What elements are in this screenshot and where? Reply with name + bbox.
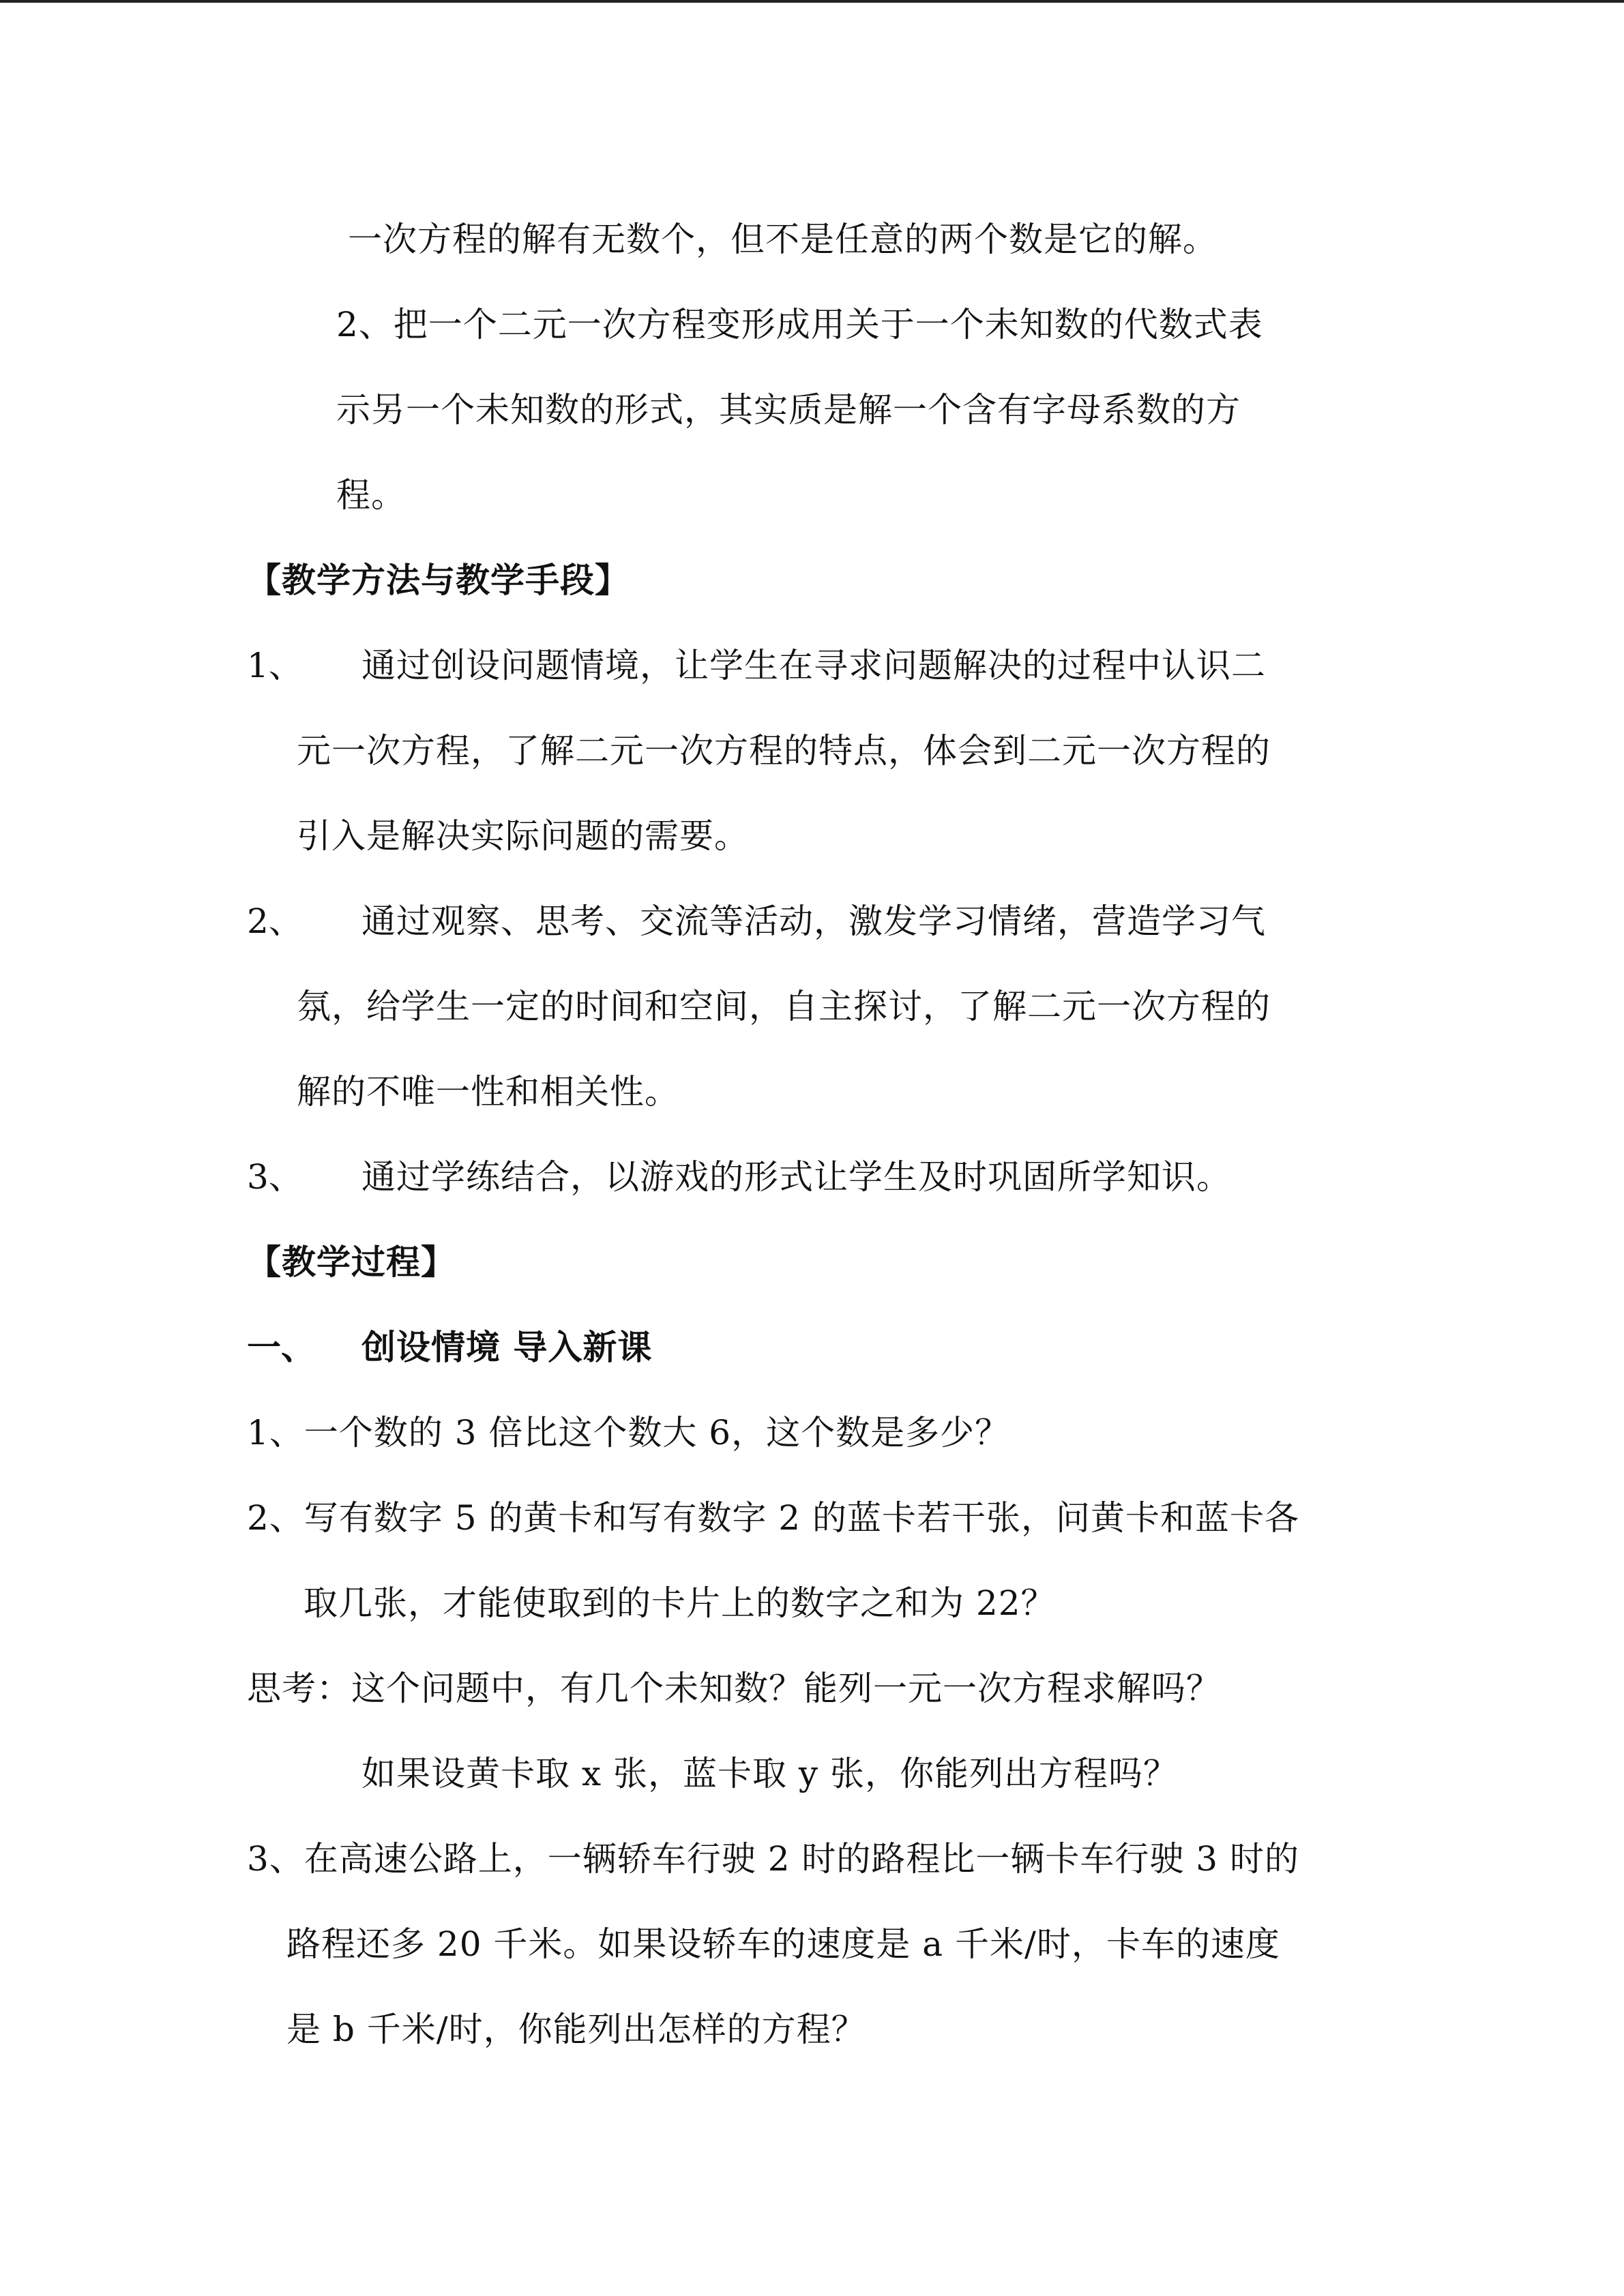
think-line: 思考：这个问题中，有几个未知数？能列一元一次方程求解吗？: [247, 1669, 1221, 1708]
question-line: 1、一个数的 3 倍比这个数大 6，这个数是多少？: [247, 1413, 1010, 1452]
question-line: 是 b 千米/时，你能列出怎样的方程？: [286, 2010, 866, 2049]
page-top-border: [0, 0, 1624, 3]
question-line: 路程还多 20 千米。如果设轿车的速度是 a 千米/时，卡车的速度: [286, 1924, 1280, 1964]
list-item-line: 引入是解决实际问题的需要。: [297, 816, 749, 856]
think-line: 如果设黄卡取 x 张，蓝卡取 y 张，你能列出方程吗？: [361, 1754, 1179, 1793]
question-line: 2、写有数字 5 的黄卡和写有数字 2 的蓝卡若干张，问黄卡和蓝卡各: [247, 1498, 1300, 1538]
list-item-line: 解的不唯一性和相关性。: [297, 1072, 679, 1112]
list-item-line: 通过创设问题情境，让学生在寻求问题解决的过程中认识二: [361, 646, 1266, 685]
list-number: 2、: [247, 901, 303, 941]
list-number: 3、: [247, 1157, 303, 1197]
section-title: 创设情境 导入新课: [361, 1328, 653, 1367]
section-heading-methods: 【教学方法与教学手段】: [247, 561, 630, 600]
list-item-line: 通过观察、思考、交流等活动，激发学习情绪，营造学习气: [361, 901, 1266, 941]
text-line: 示另一个未知数的形式，其实质是解一个含有字母系数的方: [336, 390, 1241, 430]
list-item-line: 通过学练结合，以游戏的形式让学生及时巩固所学知识。: [361, 1157, 1231, 1197]
text-line: 2、把一个二元一次方程变形成用关于一个未知数的代数式表: [336, 305, 1263, 344]
list-item-line: 氛，给学生一定的时间和空间，自主探讨，了解二元一次方程的: [297, 987, 1271, 1026]
question-line: 取几张，才能使取到的卡片上的数字之和为 22？: [304, 1583, 1056, 1623]
section-heading-process: 【教学过程】: [247, 1242, 456, 1282]
list-number: 1、: [247, 646, 303, 685]
section-number: 一、: [247, 1328, 315, 1367]
question-line: 3、在高速公路上，一辆轿车行驶 2 时的路程比一辆卡车行驶 3 时的: [247, 1839, 1300, 1879]
list-item-line: 元一次方程，了解二元一次方程的特点，体会到二元一次方程的: [297, 731, 1271, 771]
text-line: 一次方程的解有无数个，但不是任意的两个数是它的解。: [348, 220, 1217, 259]
text-line: 程。: [336, 475, 406, 515]
